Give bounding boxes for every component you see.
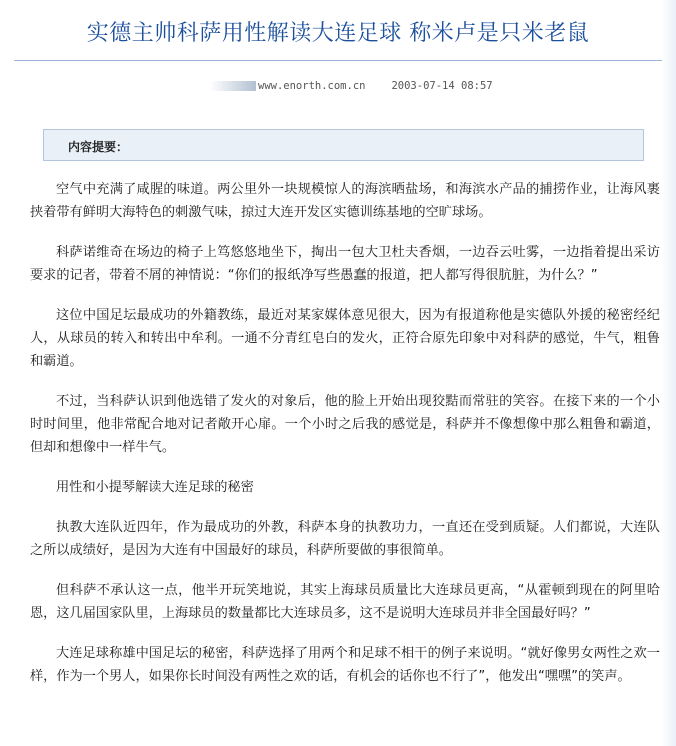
article-paragraph: 科萨诺维奇在场边的椅子上笃悠悠地坐下，掏出一包大卫杜夫香烟，一边吞云吐雾，一边指着提出采访要求的记者，带着不屑的神情说：“你们的报纸净写些愚蠢的报道，把人都写得很肮脏，为什么？” [30, 245, 660, 283]
article-paragraph: 执教大连队近四年，作为最成功的外教，科萨本身的执教功力，一直还在受到质疑。人们都说，大连队之所以成绩好，是因为大连有中国最好的球员，科萨所要做的事很简单。 [30, 520, 660, 558]
article-meta [210, 77, 493, 95]
title-divider [14, 60, 662, 61]
publish-datetime: 2003-07-14 08:57 [391, 80, 493, 92]
article-subheading: 用性和小提琴解读大连足球的秘密 [56, 480, 254, 495]
article-paragraph: 但科萨不承认这一点，他半开玩笑地说，其实上海球员质量比大连球员更高，“从霍顿到现在的阿里哈恩，这几届国家队里，上海球员的数量都比大连球员多，这不是说明大连球员并非全国最好吗？” [30, 583, 660, 621]
article-paragraph: 空气中充满了咸腥的味道。两公里外一块规模惊人的海滨晒盐场，和海滨水产品的捕捞作业，让海风裹挟着带有鲜明大海特色的刺激气味，掠过大连开发区实德训练基地的空旷球场。 [30, 182, 660, 220]
article-body [30, 178, 660, 705]
article-paragraph: 大连足球称雄中国足坛的秘密，科萨选择了用两个和足球不相干的例子来说明。“就好像男女两性之欢一样，作为一个男人，如果你长时间没有两性之欢的话，有机会的话你也不行了”，他发出“嘿嘿”的笑声。 [30, 646, 660, 684]
page-edge-shade [662, 0, 676, 746]
article-paragraph: 这位中国足坛最成功的外籍教练，最近对某家媒体意见很大，因为有报道称他是实德队外援的秘密经纪人，从球员的转入和转出中牟利。一通不分青红皂白的发火，正符合原先印象中对科萨的感觉，牛气，粗鲁和霸道。 [30, 308, 660, 369]
summary-box [43, 129, 644, 161]
source-site: www.enorth.com.cn [258, 80, 366, 92]
article-title: 实德主帅科萨用性解读大连足球 称米卢是只米老鼠 [86, 21, 590, 46]
article-paragraph: 不过，当科萨认识到他选错了发火的对象后，他的脸上开始出现狡黠而常驻的笑容。在接下来的一个小时时间里，他非常配合地对记者敞开心扉。一个小时之后我的感觉是，科萨并不像想像中那么粗鲁和霸道，但却和想像中一样牛气。 [30, 394, 660, 455]
meta-fade-decoration [210, 81, 256, 91]
summary-label: 内容提要： [68, 140, 129, 154]
